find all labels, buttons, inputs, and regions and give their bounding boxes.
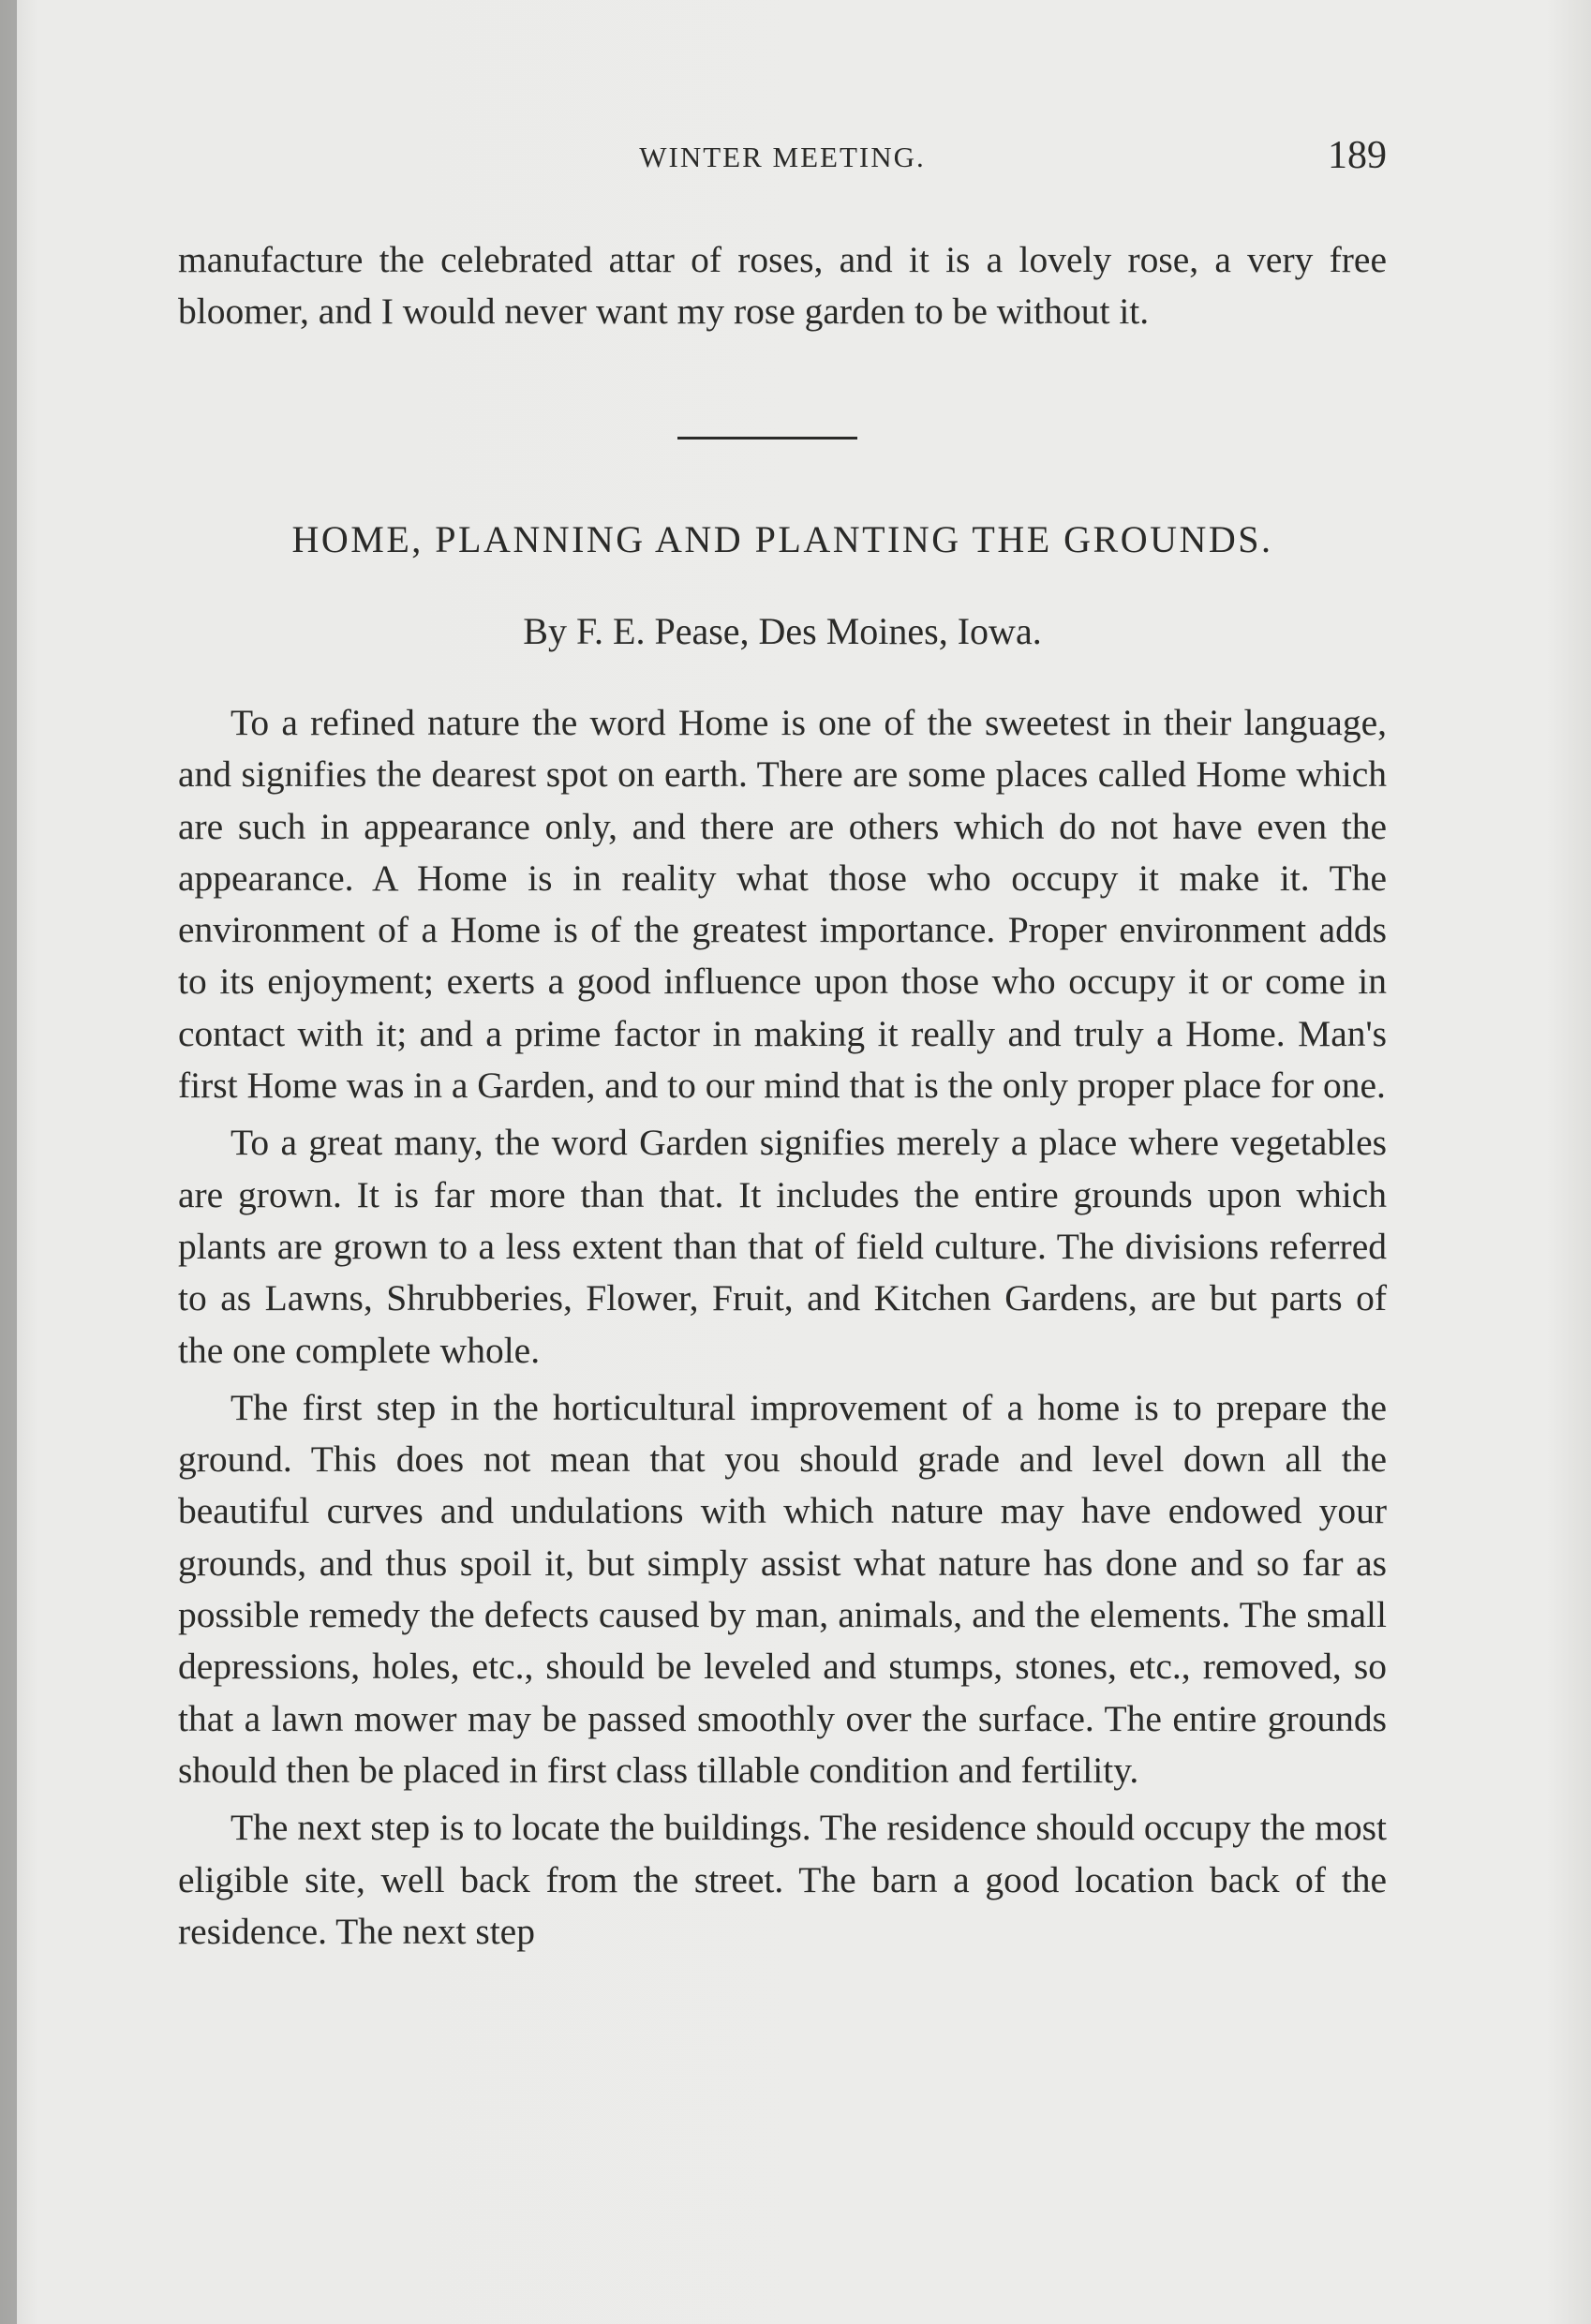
body-paragraph-4: The next step is to locate the buildings. The residence should occupy the most eligible site, well back from the street. The barn a good location back of the residence. The next step: [178, 1807, 1387, 1952]
body-paragraph-2: To a great many, the word Garden signifies merely a place where vegetables are grown. It is far more than that. It includes the entire grounds upon which plants are grown to a less extent than that of field culture. The divisions referred to as Lawns, Shrubberies, Flower, Fruit, and Kitchen Gardens, are but parts of the one complete whole.: [178, 1122, 1387, 1371]
article-body: [178, 697, 1387, 1963]
running-head: [178, 133, 1387, 189]
article-byline: By F. E. Pease, Des Moines, Iowa.: [523, 610, 1042, 652]
body-paragraph-3: The first step in the horticultural improvement of a home is to prepare the ground. This does not mean that you should grade and level down all the beautiful curves and undulations with which nature may have endowed your grounds, and thus spoil it, but simply assist what nature has done and so far as possible remedy the defects caused by man, animals, and the elements. The small depressions, holes, etc., should be leveled and stumps, stones, etc., removed, so that a lawn mower may be passed smoothly over the surface. The entire grounds should then be placed in first class tillable condition and fertility.: [178, 1386, 1387, 1791]
section-divider: [677, 437, 857, 439]
article-title: HOME, PLANNING AND PLANTING THE GROUNDS.: [291, 518, 1273, 560]
body-paragraph-1: To a refined nature the word Home is one of the sweetest in their language, and signifies the dearest spot on earth. There are some places called Home which are such in appearance only, and there are others which do not have even the appearance. A Home is in reality what those who occupy it make it. The environment of a Home is of the greatest importance. Proper environment adds to its enjoyment; exerts a good influence upon those who occupy it or come in contact with it; and a prime factor in making it really and truly a Home. Man's first Home was in a Garden, and to our mind that is the only proper place for one.: [178, 702, 1387, 1107]
carryover-paragraph: manufacture the celebrated attar of roses, and it is a lovely rose, a very free bloomer, and I would never want my rose garden to be without it.: [178, 239, 1387, 333]
running-title: WINTER MEETING.: [639, 141, 926, 173]
page-edge-shadow: [0, 0, 17, 2324]
page-number: 189: [1328, 134, 1387, 177]
